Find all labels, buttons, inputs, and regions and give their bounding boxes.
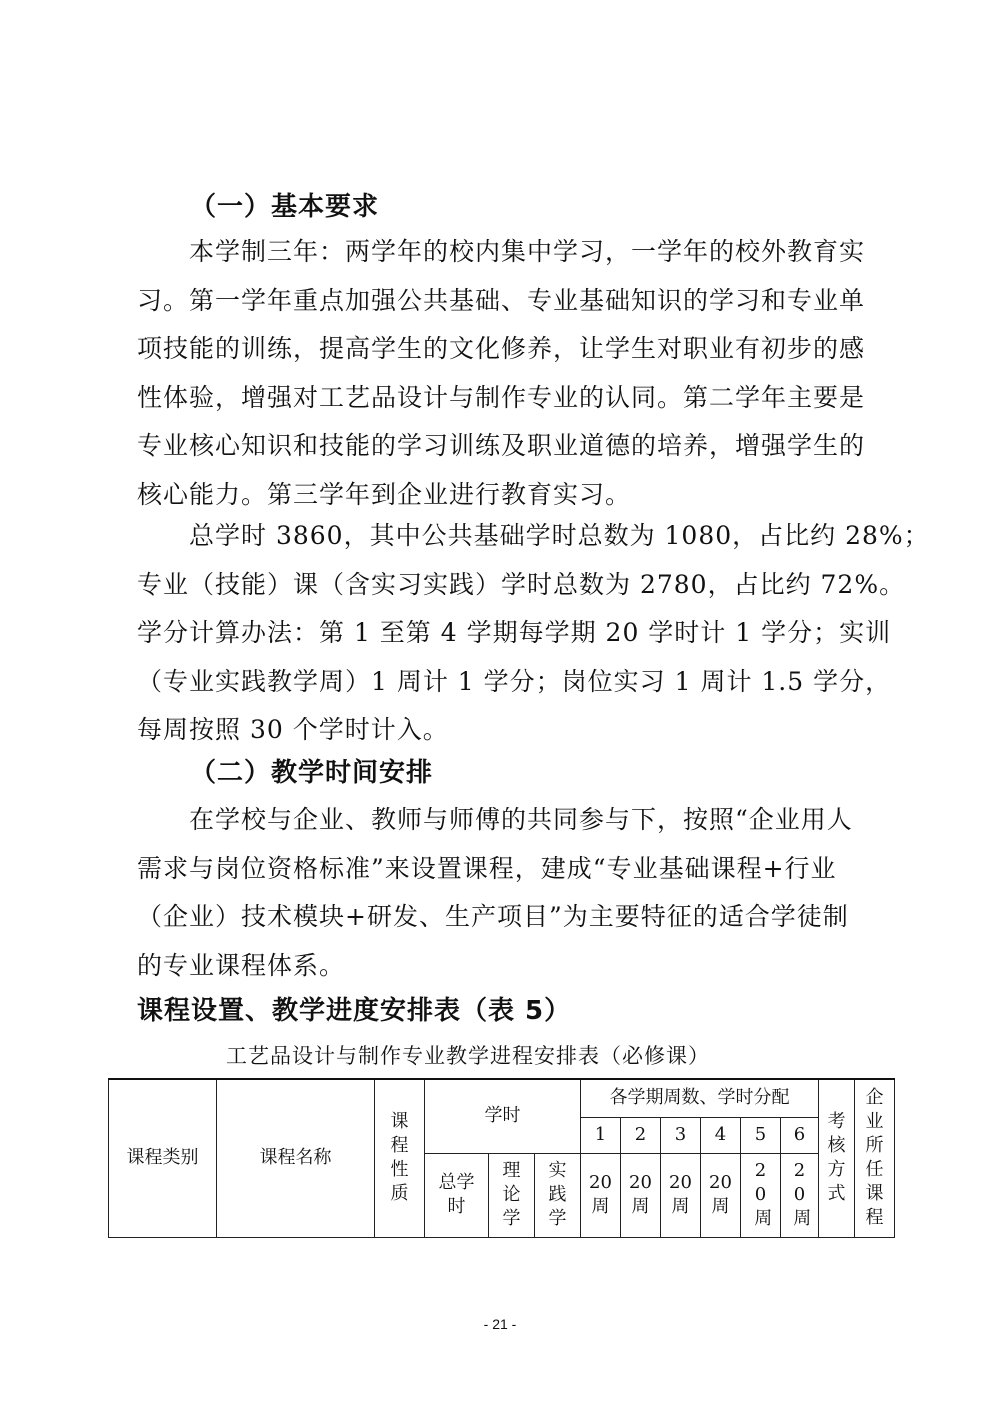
text-line: （专业实践教学周）1 周计 1 学分；岗位实习 1 周计 1.5 学分， (137, 666, 892, 696)
text-line: 本学制三年：两学年的校内集中学习，一学年的校外教育实 (189, 237, 866, 266)
semester-weeks-text: 20周 (754, 1160, 773, 1229)
semester-weeks (741, 1153, 781, 1237)
paragraph-basic-requirements (137, 228, 881, 519)
header-company-course-text: 企业所任课程 (865, 1087, 884, 1229)
section-heading-basic-requirements: （一）基本要求 (190, 192, 380, 222)
semester-number: 3 (661, 1117, 701, 1153)
hours-practice-text: 实践学 (548, 1160, 567, 1229)
text-line: 需求与岗位资格标准”来设置课程，建成“专业基础课程+行业 (137, 853, 837, 883)
semester-weeks (701, 1153, 741, 1237)
header-course-category: 课程类别 (109, 1079, 217, 1237)
text-line: 每周按照 30 个学时计入。 (137, 715, 449, 744)
semester-weeks-text: 20周 (709, 1172, 732, 1217)
header-assessment-text: 考核方式 (827, 1111, 846, 1205)
semester-weeks-text: 20周 (589, 1172, 612, 1217)
hours-theory-text: 理论学 (502, 1160, 521, 1229)
text-line: 习。第一学年重点加强公共基础、专业基础知识的学习和专业单 (137, 285, 866, 315)
header-course-name: 课程名称 (217, 1079, 375, 1237)
semester-weeks-text: 20周 (793, 1160, 812, 1229)
semester-number: 4 (701, 1117, 741, 1153)
text-line: 专业核心知识和技能的学习训练及职业道德的培养，增强学生的 (137, 431, 866, 460)
text-line: 在学校与企业、教师与师傅的共同参与下，按照“企业用人 (189, 805, 853, 834)
paragraph-teaching-schedule (137, 796, 881, 990)
text-line: 性体验，增强对工艺品设计与制作专业的认同。第二学年主要是 (137, 382, 866, 412)
schedule-table (108, 1078, 895, 1238)
semester-number: 2 (621, 1117, 661, 1153)
table-title: 课程设置、教学进度安排表（表 5） (137, 996, 572, 1026)
hours-practice (535, 1153, 581, 1237)
header-hours: 学时 (425, 1079, 581, 1153)
text-line: 总学时 3860，其中公共基础学时总数为 1080，占比约 28%； (189, 521, 930, 550)
semester-weeks (581, 1153, 621, 1237)
hours-total (425, 1153, 489, 1237)
paragraph-total-hours (137, 512, 930, 755)
semester-number: 6 (781, 1117, 819, 1153)
semester-weeks (781, 1153, 819, 1237)
semester-weeks (661, 1153, 701, 1237)
semester-weeks (621, 1153, 661, 1237)
semester-number: 1 (581, 1117, 621, 1153)
header-semester-distribution: 各学期周数、学时分配 (581, 1079, 819, 1117)
text-line: 项技能的训练，提高学生的文化修养，让学生对职业有初步的感 (137, 334, 866, 363)
table-caption: 工艺品设计与制作专业教学进程安排表（必修课） (226, 1044, 710, 1068)
text-line: （企业）技术模块+研发、生产项目”为主要特征的适合学徒制 (137, 902, 849, 931)
semester-weeks-text: 20周 (669, 1172, 692, 1217)
text-line: 的专业课程体系。 (137, 950, 346, 980)
section-heading-teaching-schedule: （二）教学时间安排 (190, 758, 434, 788)
header-company-course (855, 1079, 895, 1237)
text-line: 专业（技能）课（含实习实践）学时总数为 2780，占比约 72%。 (137, 569, 906, 599)
header-assessment (819, 1079, 855, 1237)
text-line: 学分计算办法：第 1 至第 4 学期每学期 20 学时计 1 学分；实训 (137, 618, 892, 647)
hours-theory (489, 1153, 535, 1237)
semester-number: 5 (741, 1117, 781, 1153)
header-course-nature-text: 课程性质 (390, 1111, 409, 1205)
hours-total-text: 总学时 (438, 1172, 475, 1217)
text-line: 核心能力。第三学年到企业进行教育实习。 (137, 479, 632, 509)
page-number: - 21 - (483, 1316, 517, 1332)
semester-weeks-text: 20周 (629, 1172, 652, 1217)
header-course-nature (375, 1079, 425, 1237)
